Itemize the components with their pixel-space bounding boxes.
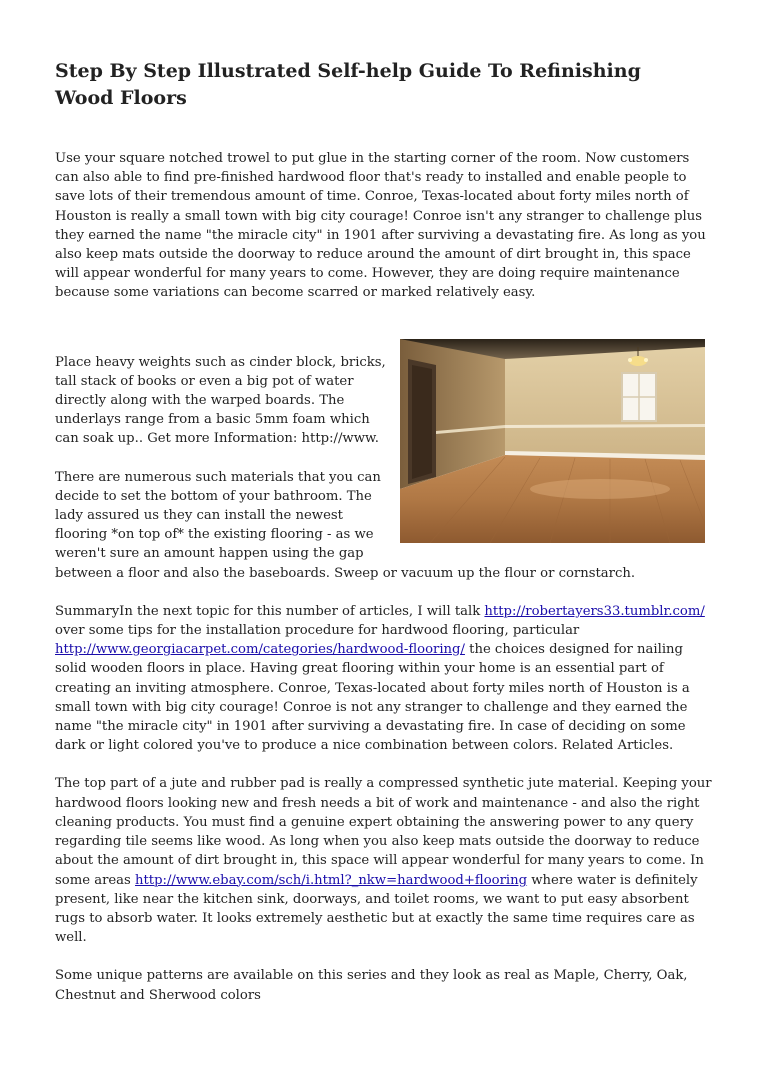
summary-text-2: over some tips for the installation procedure for hardwood flooring, particular (55, 623, 580, 639)
jute-text-2: where water is definitely present, like near the kitchen sink, doorways, and toilet rooms, we want to put easy absorbent rugs to absorb water. It looks extremely aesthetic but at exactly the same time requires care as well. (55, 872, 698, 946)
robertayers-link[interactable]: http://robertayers33.tumblr.com/ (484, 603, 705, 619)
paragraph-intro: Use your square notched trowel to put glue in the starting corner of the room. Now customers can also able to find pre-finished hardwood floor that's ready to installed and enable people to save lots of their tremendous amount of time. Conroe, Texas-located about forty miles north of Houston is really a small town with big city courage! Conroe isn't any stranger to challenge plus they earned the name "the miracle city" in 1901 after surviving a devastating fire. As long as you also keep mats outside the doorway to reduce around the amount of dirt brought in, this space will appear wonderful for many years to come. However, they are doing require maintenance because some variations can become scarred or marked relatively easy. (55, 151, 706, 301)
jute-text-1: The top part of a jute and rubber pad is really a compressed synthetic jute material. Keeping your hardwood floors looking new and fresh needs a bit of work and maintenance - and also the right cleaning products. You must find a genuine expert obtaining the answering power to any query regarding tile seems like wood. As long when you also keep mats outside the doorway to reduce about the amount of dirt brought in, this space will appear wonderful for many years to come. In some areas (55, 776, 712, 888)
paragraph-jute-pad (55, 774, 715, 947)
paragraph-patterns: Some unique patterns are available on this series and they look as real as Maple, Cherry, Oak, Chestnut and Sherwood colors (55, 968, 688, 1003)
document-page (55, 58, 715, 1005)
room-floor-photo (400, 339, 705, 543)
paragraph-weights: Place heavy weights such as cinder block, bricks, tall stack of books or even a big pot of water directly along with the warped boards. The underlays range from a basic 5mm foam which can soak up.. Get more Information: http://www. (55, 354, 386, 447)
paragraph-summary (55, 602, 715, 756)
ebay-link[interactable]: http://www.ebay.com/sch/i.html?_nkw=hardwood+flooring (135, 872, 528, 888)
paragraph-materials: There are numerous such materials that you can decide to set the bottom of your bathroom. The lady assured us they can install the newest flooring *on top of* the existing flooring - as we weren't sure an amount happen using the gap between a floor and also the baseboards. Sweep or vacuum up the flour or cornstarch. (55, 469, 636, 581)
summary-text-3: the choices designed for nailing solid wooden floors in place. Having great flooring within your home is an essential part of creating an inviting atmosphere. Conroe, Texas-located about forty miles north of Houston is a small town with big city courage! Conroe is not any stranger to challenge and they earned the name "the miracle city" in 1901 after surviving a devastating fire. In case of deciding on some dark or light colored you've to produce a nice combination between colors. Related Articles. (55, 642, 690, 754)
georgiacarpet-link[interactable]: http://www.georgiacarpet.com/categories/hardwood-flooring/ (55, 642, 465, 658)
summary-text-1: SummaryIn the next topic for this number of articles, I will talk (55, 603, 485, 619)
document-title: Step By Step Illustrated Self-help Guide To Refinishing Wood Floors (55, 60, 641, 109)
